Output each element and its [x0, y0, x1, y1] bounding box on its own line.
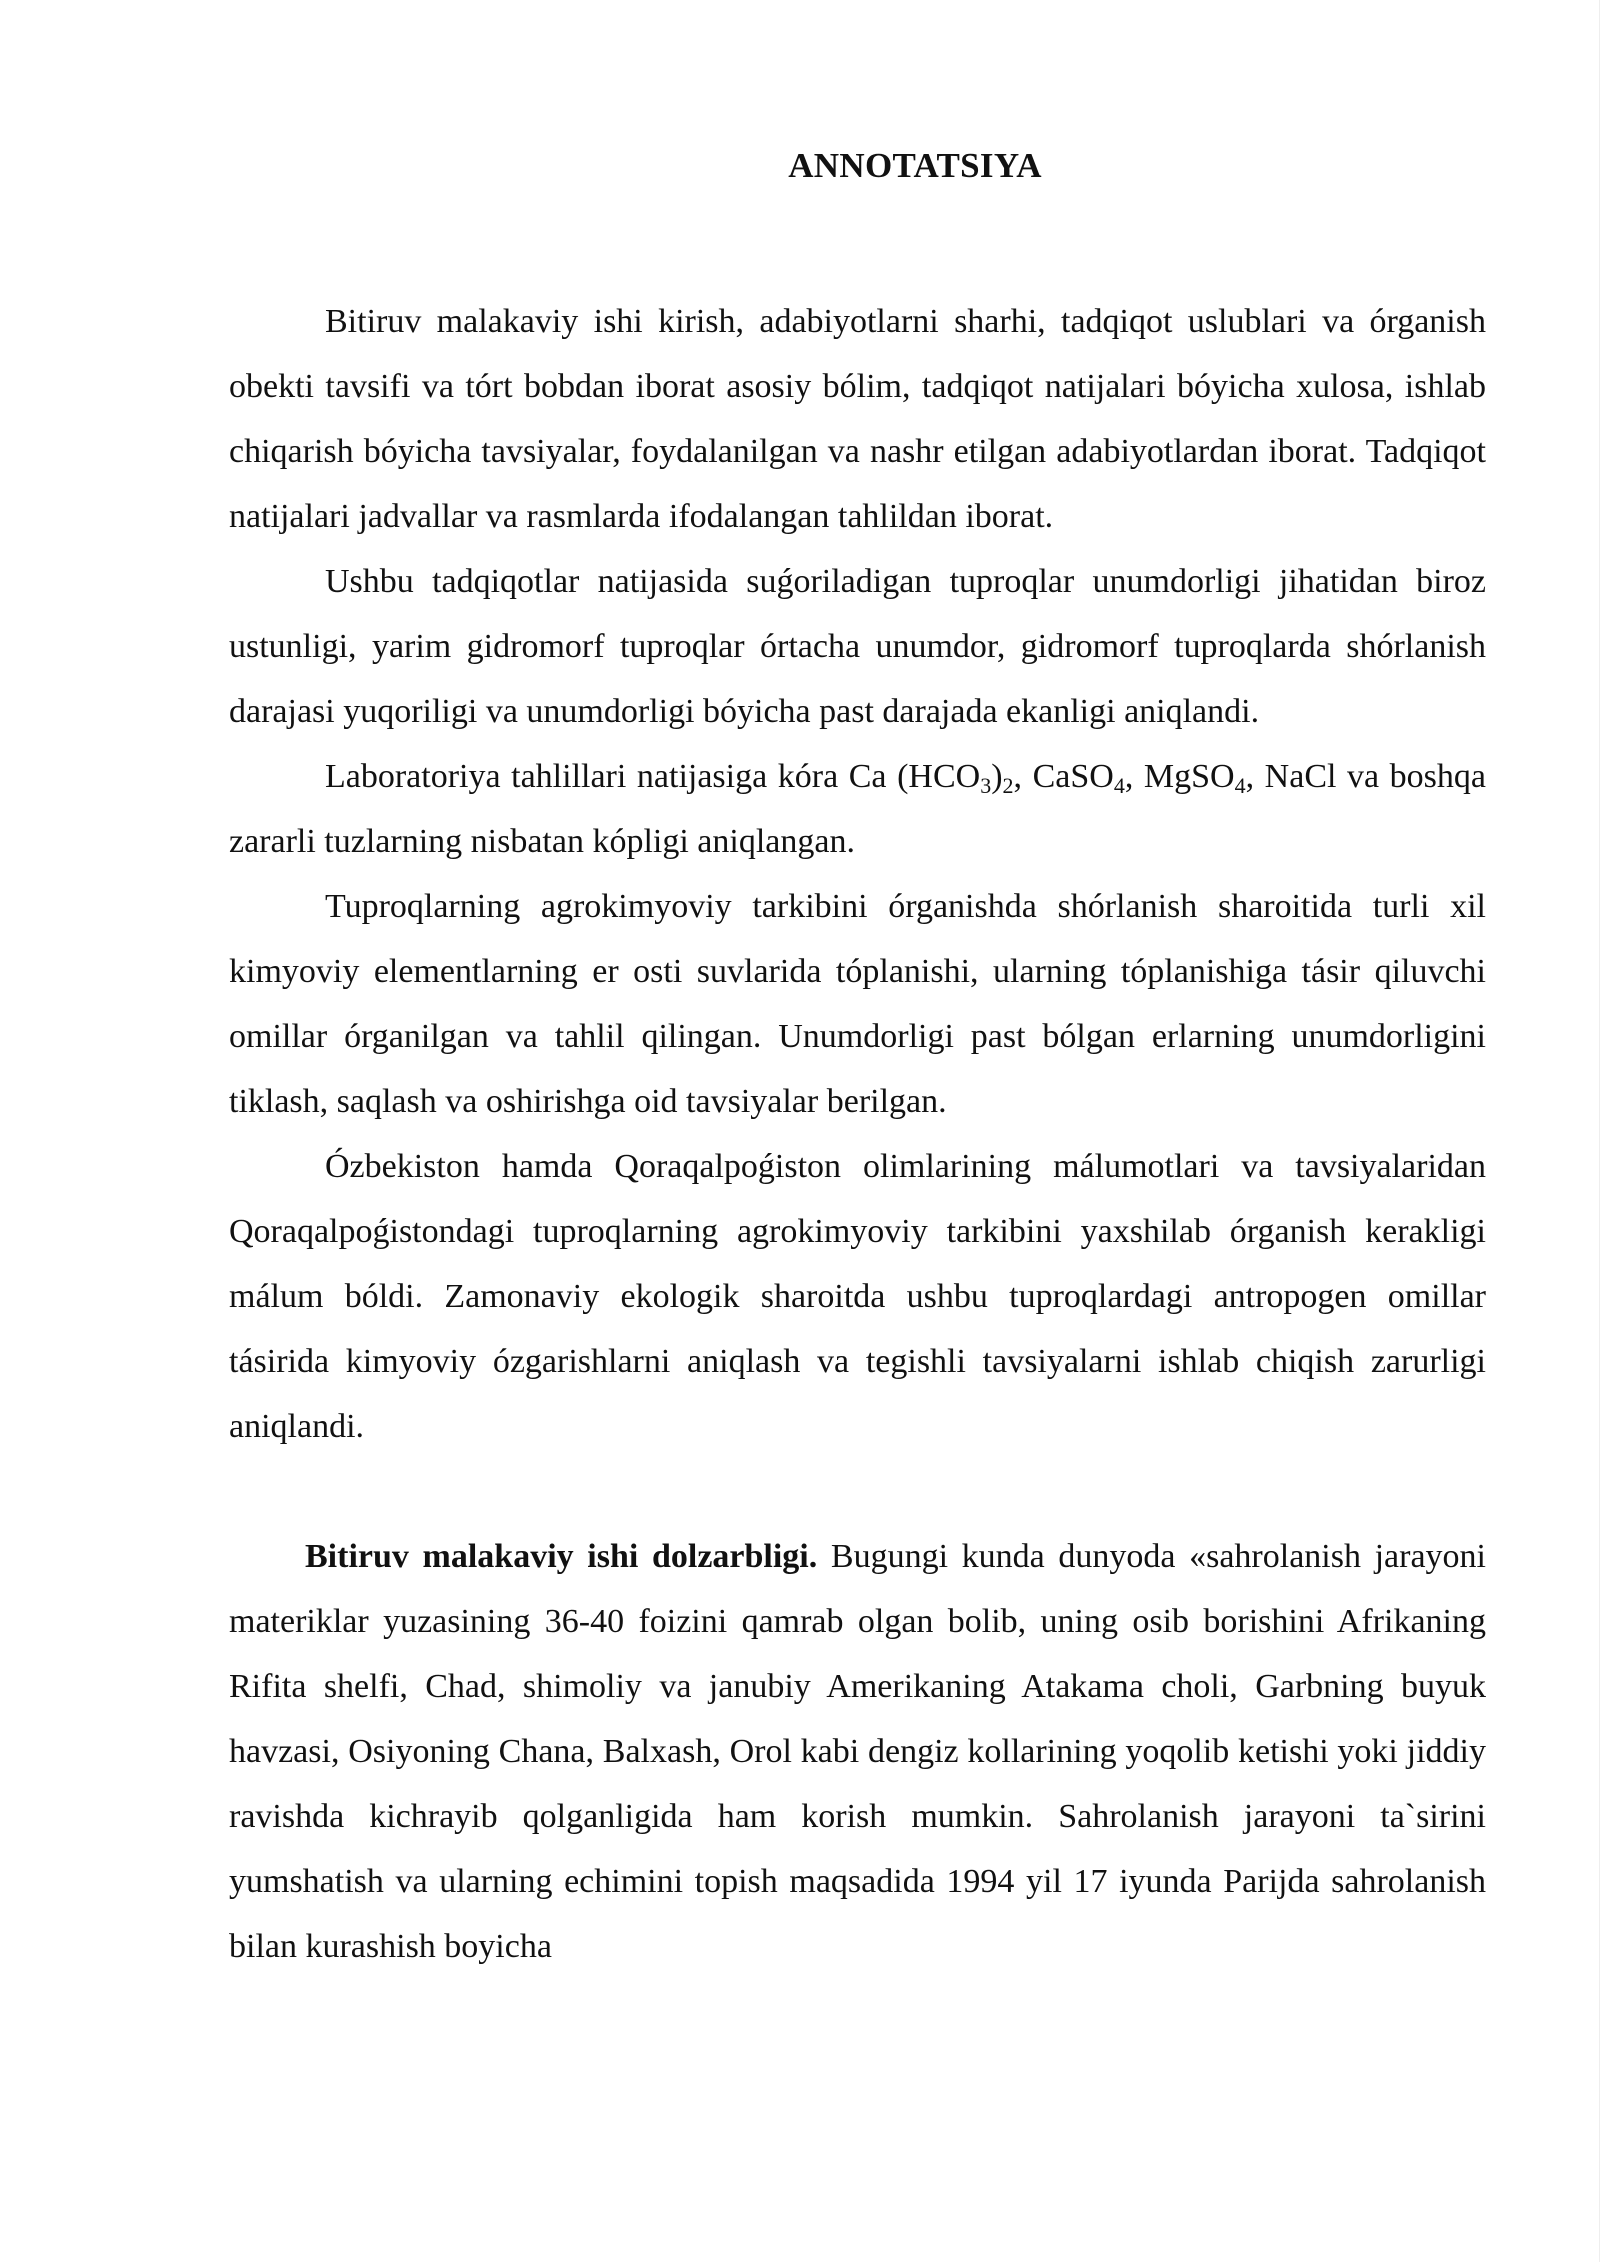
paragraph-results: Ushbu tadqiqotlar natijasida suǵoriladigan tuproqlar unumdorligi jihatidan biroz ustunligi, yarim gidromorf tuproqlar órtacha unumdor, gidromorf tuproqlarda shórlanish darajasi yuqoriligi va unumdorligi bóyicha past darajada ekanligi aniqlandi. — [229, 563, 1486, 730]
paragraph-laboratory — [229, 744, 1486, 874]
relevance-text: Bugungi kunda dunyoda «sahrolanish jarayoni materiklar yuzasining 36-40 foizini qamrab olgan bolib, uning osib borishini Afrikaning Rifita shelfi, Chad, shimoliy va janubiy Amerikaning Atakama choli, Garbning buyuk havzasi, Osiyoning Chana, Balxash, Orol kabi dengiz kollarining yoqolib ketishi yoki jiddiy ravishda kichrayib qolganligida ham korish mumkin. Sahrolanish jarayoni ta`sirini yumshatish va ularning echimini topish maqsadida 1994 yil 17 iyunda Parijda sahrolanish bilan kurashish boyicha — [229, 1538, 1486, 1965]
subscript-4b: 4 — [1234, 773, 1246, 798]
subscript-3: 3 — [980, 773, 992, 798]
paragraph-structure: Bitiruv malakaviy ishi kirish, adabiyotlarni sharhi, tadqiqot uslublari va órganish obekti tavsifi va tórt bobdan iborat asosiy bólim, tadqiqot natijalari bóyicha xulosa, ishlab chiqarish bóyicha tavsiyalar, foydalanilgan va nashr etilgan adabiyotlardan iborat. Tadqiqot natijalari jadvallar va rasmlarda ifodalangan tahlildan iborat. — [229, 303, 1486, 535]
subscript-4a: 4 — [1113, 773, 1125, 798]
paragraph-scientists: Ózbekiston hamda Qoraqalpoǵiston olimlarining málumotlari va tavsiyalaridan Qoraqalpoǵistondagi tuproqlarning agrokimyoviy tarkibini yaxshilab órganish kerakligi málum bóldi. Zamonaviy ekologik sharoitda ushbu tuproqlardagi antropogen omillar tásirida kimyoviy ózgarishlarni aniqlash va tegishli tavsiyalarni ishlab chiqish zarurligi aniqlandi. — [229, 1148, 1486, 1445]
paragraph-agrochemical: Tuproqlarning agrokimyoviy tarkibini órganishda shórlanish sharoitida turli xil kimyoviy elementlarning er osti suvlarida tóplanishi, ularning tóplanishiga tásir qiluvchi omillar órganilgan va tahlil qilingan. Unumdorligi past bólgan erlarning unumdorligini tiklash, saqlash va oshirishga oid tavsiyalar berilgan. — [229, 888, 1486, 1120]
lab-text-2: ) — [991, 758, 1003, 795]
relevance-heading: Bitiruv malakaviy ishi dolzarbligi. — [305, 1538, 818, 1575]
lab-text-4: , MgSO — [1124, 758, 1235, 795]
paragraph-relevance — [229, 1524, 1486, 1979]
page-title: ANNOTATSIYA — [788, 146, 1042, 185]
document-body — [229, 148, 1486, 1979]
lab-text-3: , CaSO — [1013, 758, 1114, 795]
lab-text-5: , NaCl va boshqa zararli tuzlarning nisbatan kópligi aniqlangan. — [229, 758, 1487, 860]
subscript-2: 2 — [1002, 773, 1014, 798]
lab-text-1: Laboratoriya tahlillari natijasiga kóra Ca (HCO — [325, 758, 981, 795]
